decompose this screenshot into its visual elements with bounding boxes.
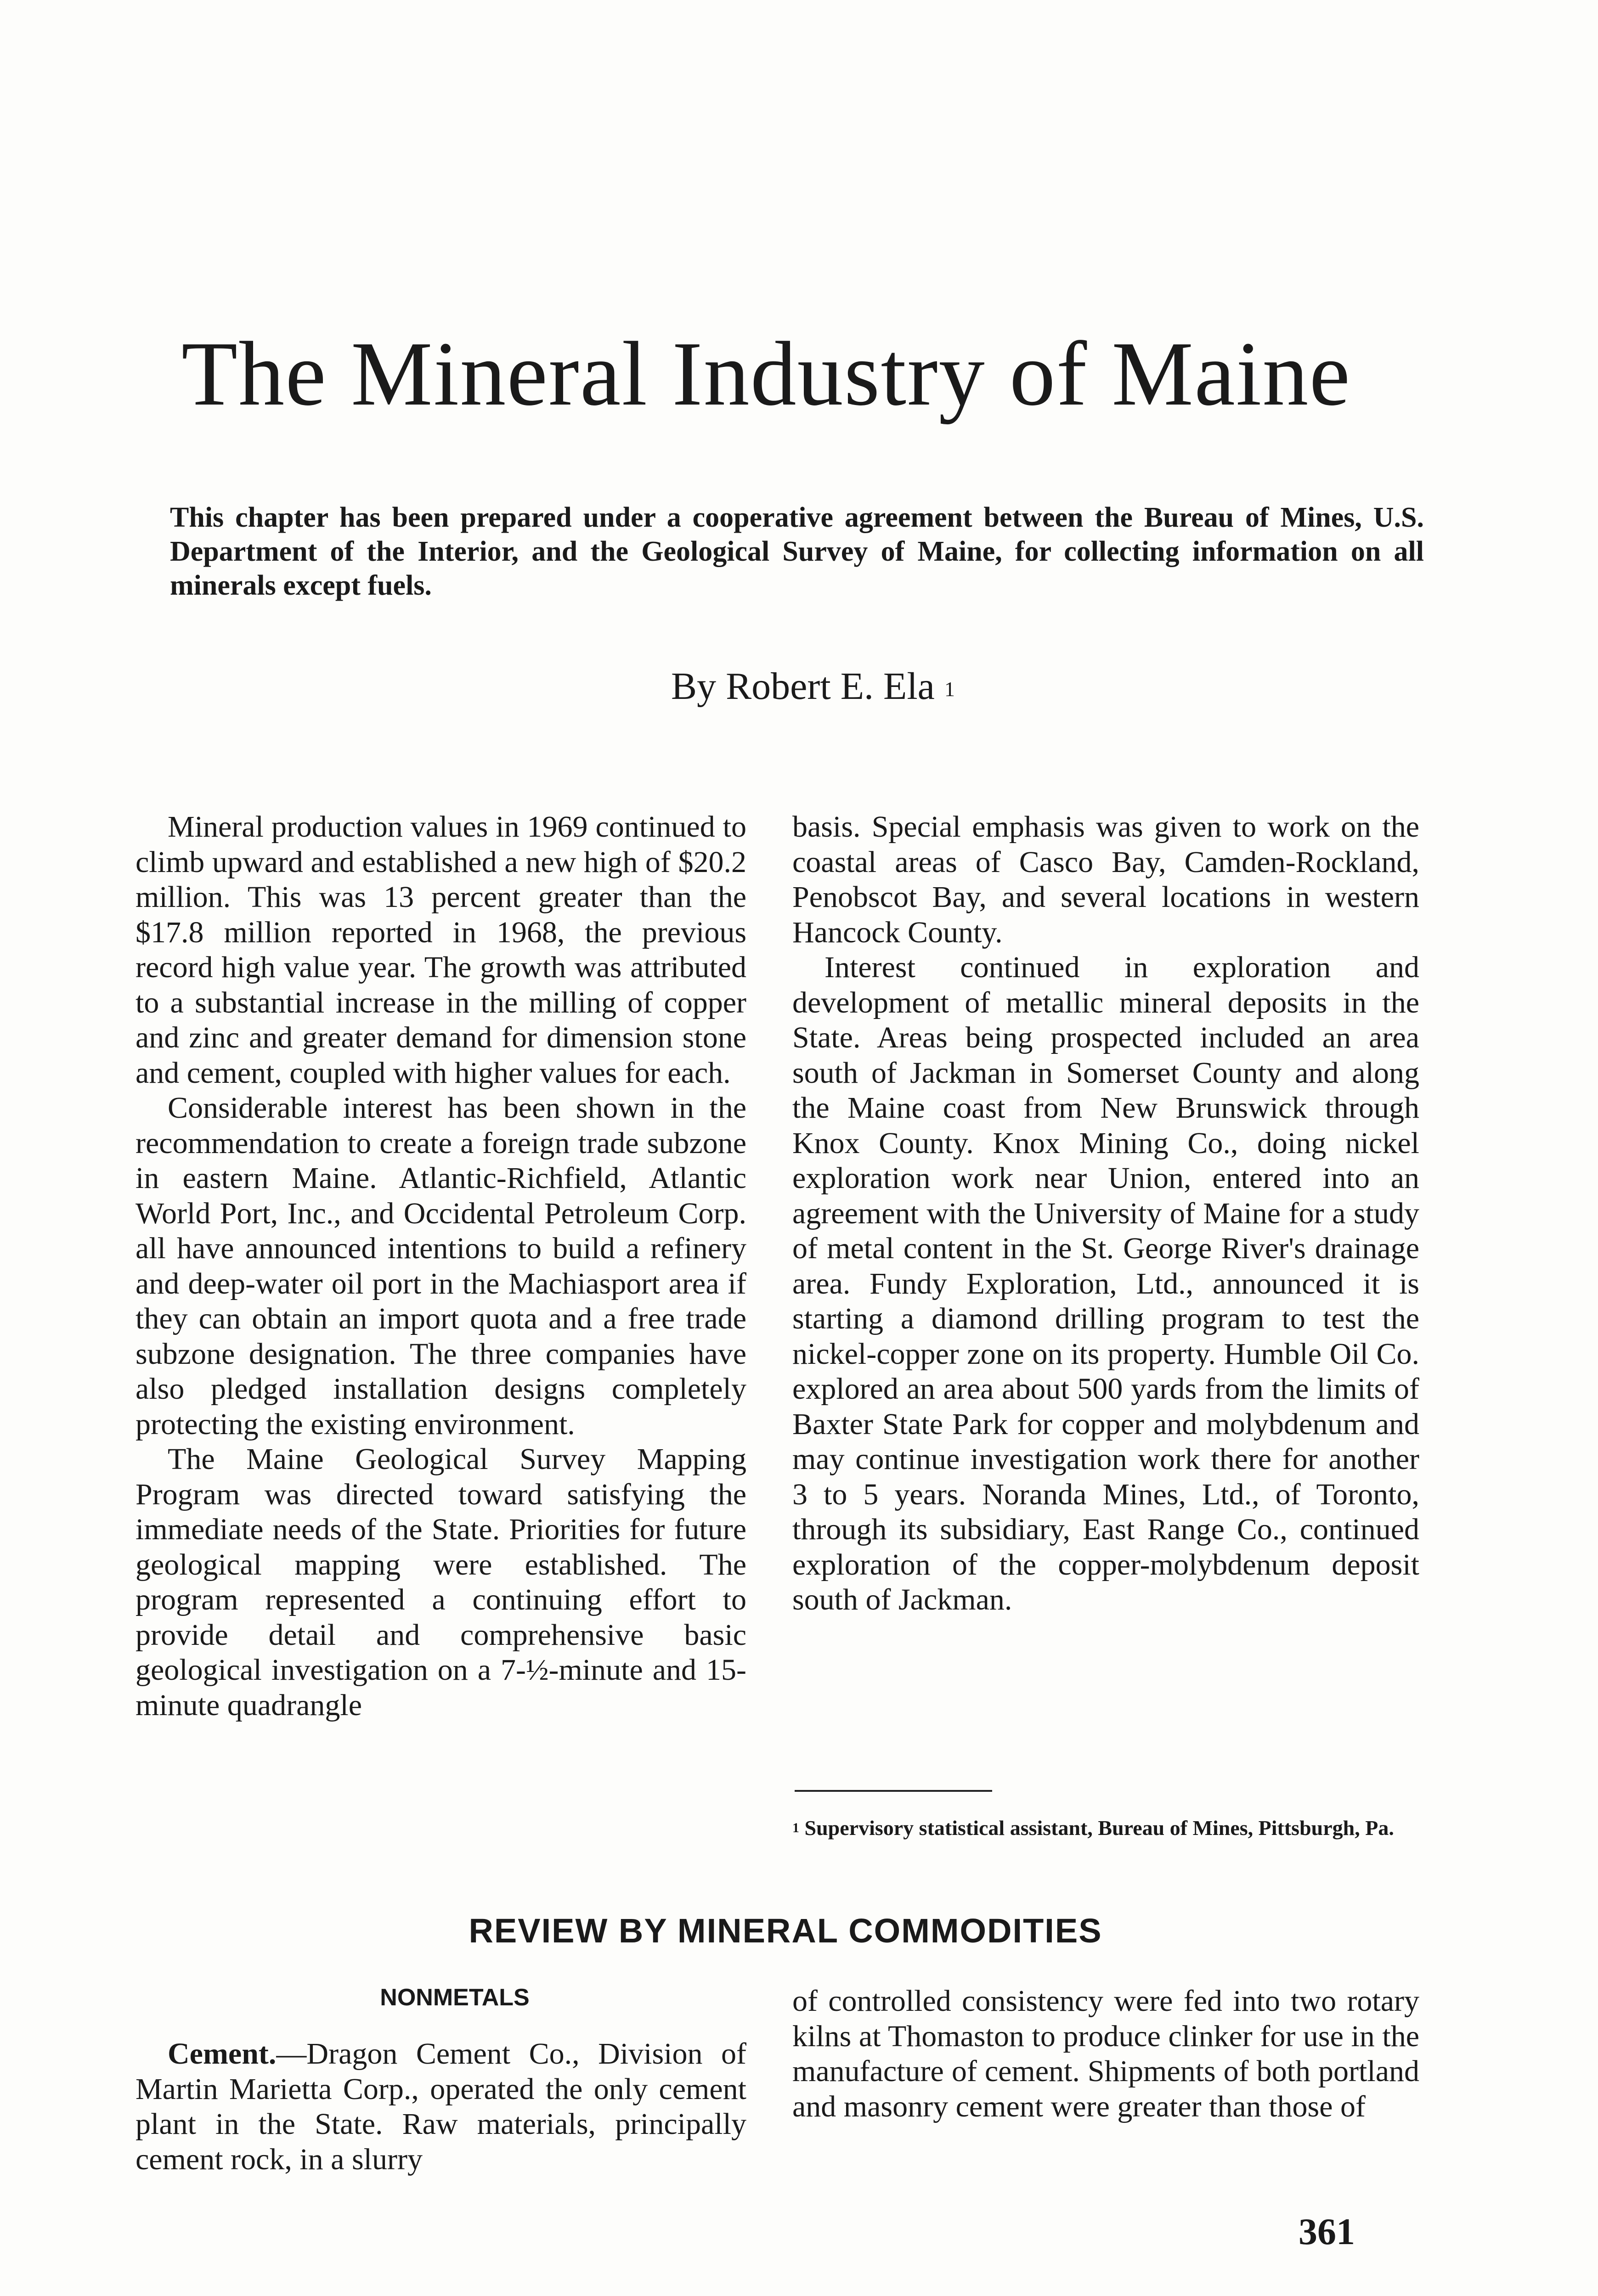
footnote-marker: 1 <box>792 1820 799 1835</box>
cement-text: —Dragon Cement Co., Division of Martin Marietta Corp., operated the only cement plant in the State. Raw materials, principally cement rock, in a slurry <box>136 2037 746 2176</box>
paragraph: of controlled consistency were fed into two rotary kilns at Thomaston to produce clinker for use in the manufacture of cement. Shipments of both portland and masonry cement were greater than those of <box>792 1984 1419 2123</box>
column-left-top <box>136 810 746 1723</box>
author-byline <box>606 664 1020 709</box>
column-right-top <box>792 810 1419 1618</box>
footnote-text: Supervisory statistical assistant, Bureau of Mines, Pittsburgh, Pa. <box>804 1816 1394 1840</box>
footnote <box>792 1816 1419 1840</box>
paragraph: Mineral production values in 1969 continued to climb upward and established a new high of $20.2 million. This was 13 percent greater than the $17.8 million reported in 1968, the previous record high value year. The growth was attributed to a substantial increase in the milling of copper and zinc and greater demand for dimension stone and cement, coupled with higher values for each. <box>136 810 746 1090</box>
paragraph <box>136 2037 746 2177</box>
cement-label: Cement. <box>168 2037 277 2071</box>
subsection-heading: NONMETALS <box>380 1984 530 2011</box>
section-heading: REVIEW BY MINERAL COMMODITIES <box>469 1912 1102 1950</box>
chapter-intro-note: This chapter has been prepared under a cooperative agreement between the Bureau of Mines, U.S. Department of the Interior, and the Geological Survey of Maine, for collecting information on all minerals except fuels. <box>170 502 1424 601</box>
paragraph: The Maine Geological Survey Mapping Program was directed toward satisfying the immediate needs of the State. Priorities for future geological mapping were established. The program represented a continuing effort to provide detail and comprehensive basic geological investigation on a 7-½-minute and 15-minute quadrangle <box>136 1442 746 1722</box>
author-name: By Robert E. Ela <box>671 665 935 708</box>
footnote-divider <box>795 1790 992 1792</box>
paragraph: basis. Special emphasis was given to work on the coastal areas of Casco Bay, Camden-Rockland, Penobscot Bay, and several locations in western Hancock County. <box>792 810 1419 949</box>
column-left-bottom <box>136 2037 746 2177</box>
page-title: The Mineral Industry of Maine <box>181 323 1351 425</box>
paragraph: Considerable interest has been shown in the recommendation to create a foreign trade subzone in eastern Maine. Atlantic-Richfield, Atlantic World Port, Inc., and Occidental Petroleum Corp. all have announced intentions to build a refinery and deep-water oil port in the Machiasport area if they can obtain an import quota and a free trade subzone designation. The three companies have also pledged installation designs completely protecting the existing environment. <box>136 1091 746 1441</box>
footnote-marker: 1 <box>944 677 955 701</box>
column-right-bottom <box>792 1984 1419 2124</box>
page-number: 361 <box>1299 2211 1355 2252</box>
paragraph: Interest continued in exploration and development of metallic mineral deposits in the State. Areas being prospected included an area south of Jackman in Somerset County and along the Maine coast from New Brunswick through Knox County. Knox Mining Co., doing nickel exploration work near Union, entered into an agreement with the University of Maine for a study of metal content in the St. George River's drainage area. Fundy Exploration, Ltd., announced it is starting a diamond drilling program to test the nickel-copper zone on its property. Humble Oil Co. explored an area about 500 yards from the limits of Baxter State Park for copper and molybdenum and may continue investigation work there for another 3 to 5 years. Noranda Mines, Ltd., of Toronto, through its subsidiary, East Range Co., continued exploration of the copper-molybdenum deposit south of Jackman. <box>792 951 1419 1616</box>
